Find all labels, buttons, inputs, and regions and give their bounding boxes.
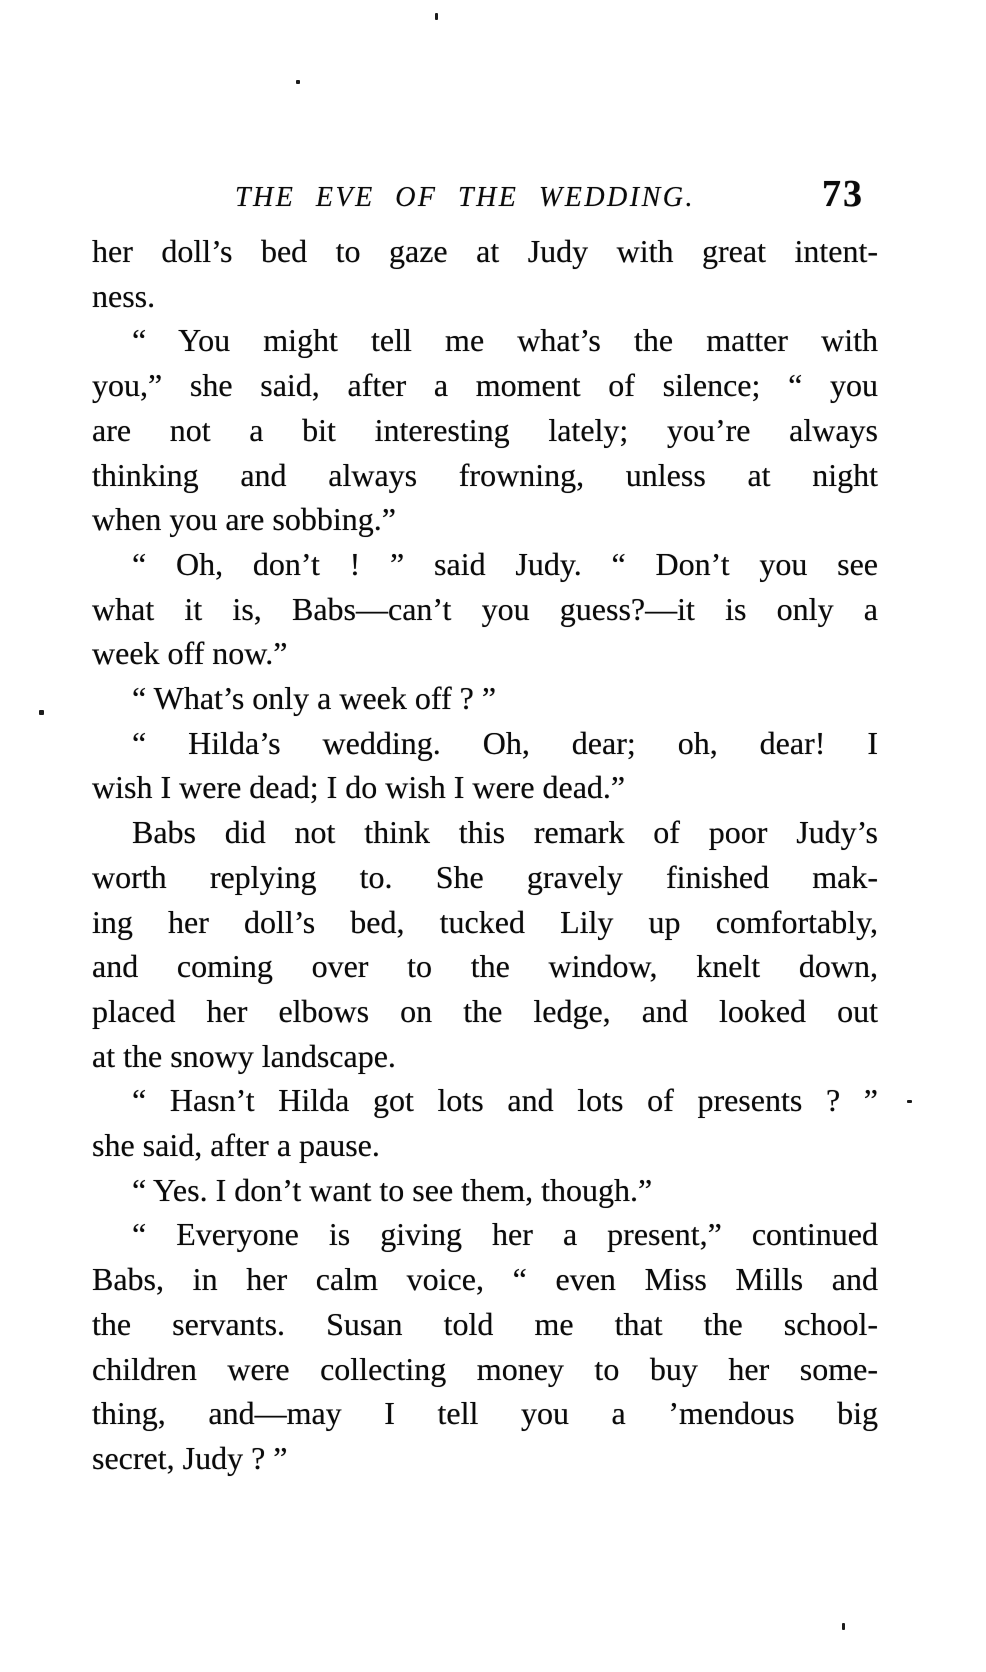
text-line: she said, after a pause. [92, 1127, 380, 1164]
text-line: Babs, in her calm voice, “ even Miss Mills and [92, 1261, 878, 1298]
text-line: ing her doll’s bed, tucked Lily up comfortably, [92, 903, 878, 940]
scan-speck [435, 13, 438, 20]
text-line: “ Hilda’s wedding. Oh, dear; oh, dear! I [132, 724, 878, 761]
paragraph [92, 1078, 878, 1167]
text-line: “ Everyone is giving her a present,” continued [132, 1216, 878, 1253]
page-body [92, 229, 878, 1481]
text-line: her doll’s bed to gaze at Judy with great intent- [92, 233, 878, 269]
scan-speck [842, 1623, 845, 1630]
paragraph [92, 1212, 878, 1480]
text-line: are not a bit interesting lately; you’re always [92, 411, 878, 448]
paragraph [92, 229, 878, 318]
paragraph [92, 1168, 878, 1213]
paragraph [92, 721, 878, 810]
text-line: secret, Judy ? ” [92, 1439, 288, 1476]
text-line: placed her elbows on the ledge, and looked out [92, 992, 878, 1029]
text-line: “ Yes. I don’t want to see them, though.” [132, 1171, 653, 1208]
text-line: week off now.” [92, 635, 288, 672]
scan-speck [296, 80, 300, 84]
text-line: Babs did not think this remark of poor Judy’s [132, 814, 878, 851]
scan-speck [907, 1100, 912, 1103]
text-line: when you are sobbing.” [92, 501, 396, 538]
text-line: the servants. Susan told me that the school- [92, 1305, 878, 1342]
text-line: “ You might tell me what’s the matter with [132, 322, 878, 359]
text-line: “ What’s only a week off ? ” [132, 680, 497, 717]
scan-speck [39, 710, 44, 715]
text-line: at the snowy landscape. [92, 1037, 396, 1074]
paragraph [92, 676, 878, 721]
text-line: wish I were dead; I do wish I were dead.” [92, 769, 626, 806]
text-line: thing, and—may I tell you a ’mendous big [92, 1395, 878, 1432]
running-title: THE EVE OF THE WEDDING. [234, 182, 696, 213]
paragraph [92, 810, 878, 1078]
text-line: “ Hasn’t Hilda got lots and lots of presents ? ” [132, 1082, 878, 1119]
page-header [92, 173, 878, 224]
page-number: 73 [822, 173, 864, 215]
text-line: thinking and always frowning, unless at night [92, 456, 878, 493]
text-line: what it is, Babs—can’t you guess?—it is only a [92, 590, 878, 627]
text-line: ness. [92, 277, 156, 314]
text-line: and coming over to the window, knelt down, [92, 948, 878, 985]
text-line: you,” she said, after a moment of silence; “ you [92, 367, 878, 404]
paragraph [92, 542, 878, 676]
text-line: “ Oh, don’t ! ” said Judy. “ Don’t you see [132, 545, 878, 582]
text-line: children were collecting money to buy her some- [92, 1350, 878, 1387]
text-line: worth replying to. She gravely finished mak- [92, 858, 878, 895]
paragraph [92, 318, 878, 542]
